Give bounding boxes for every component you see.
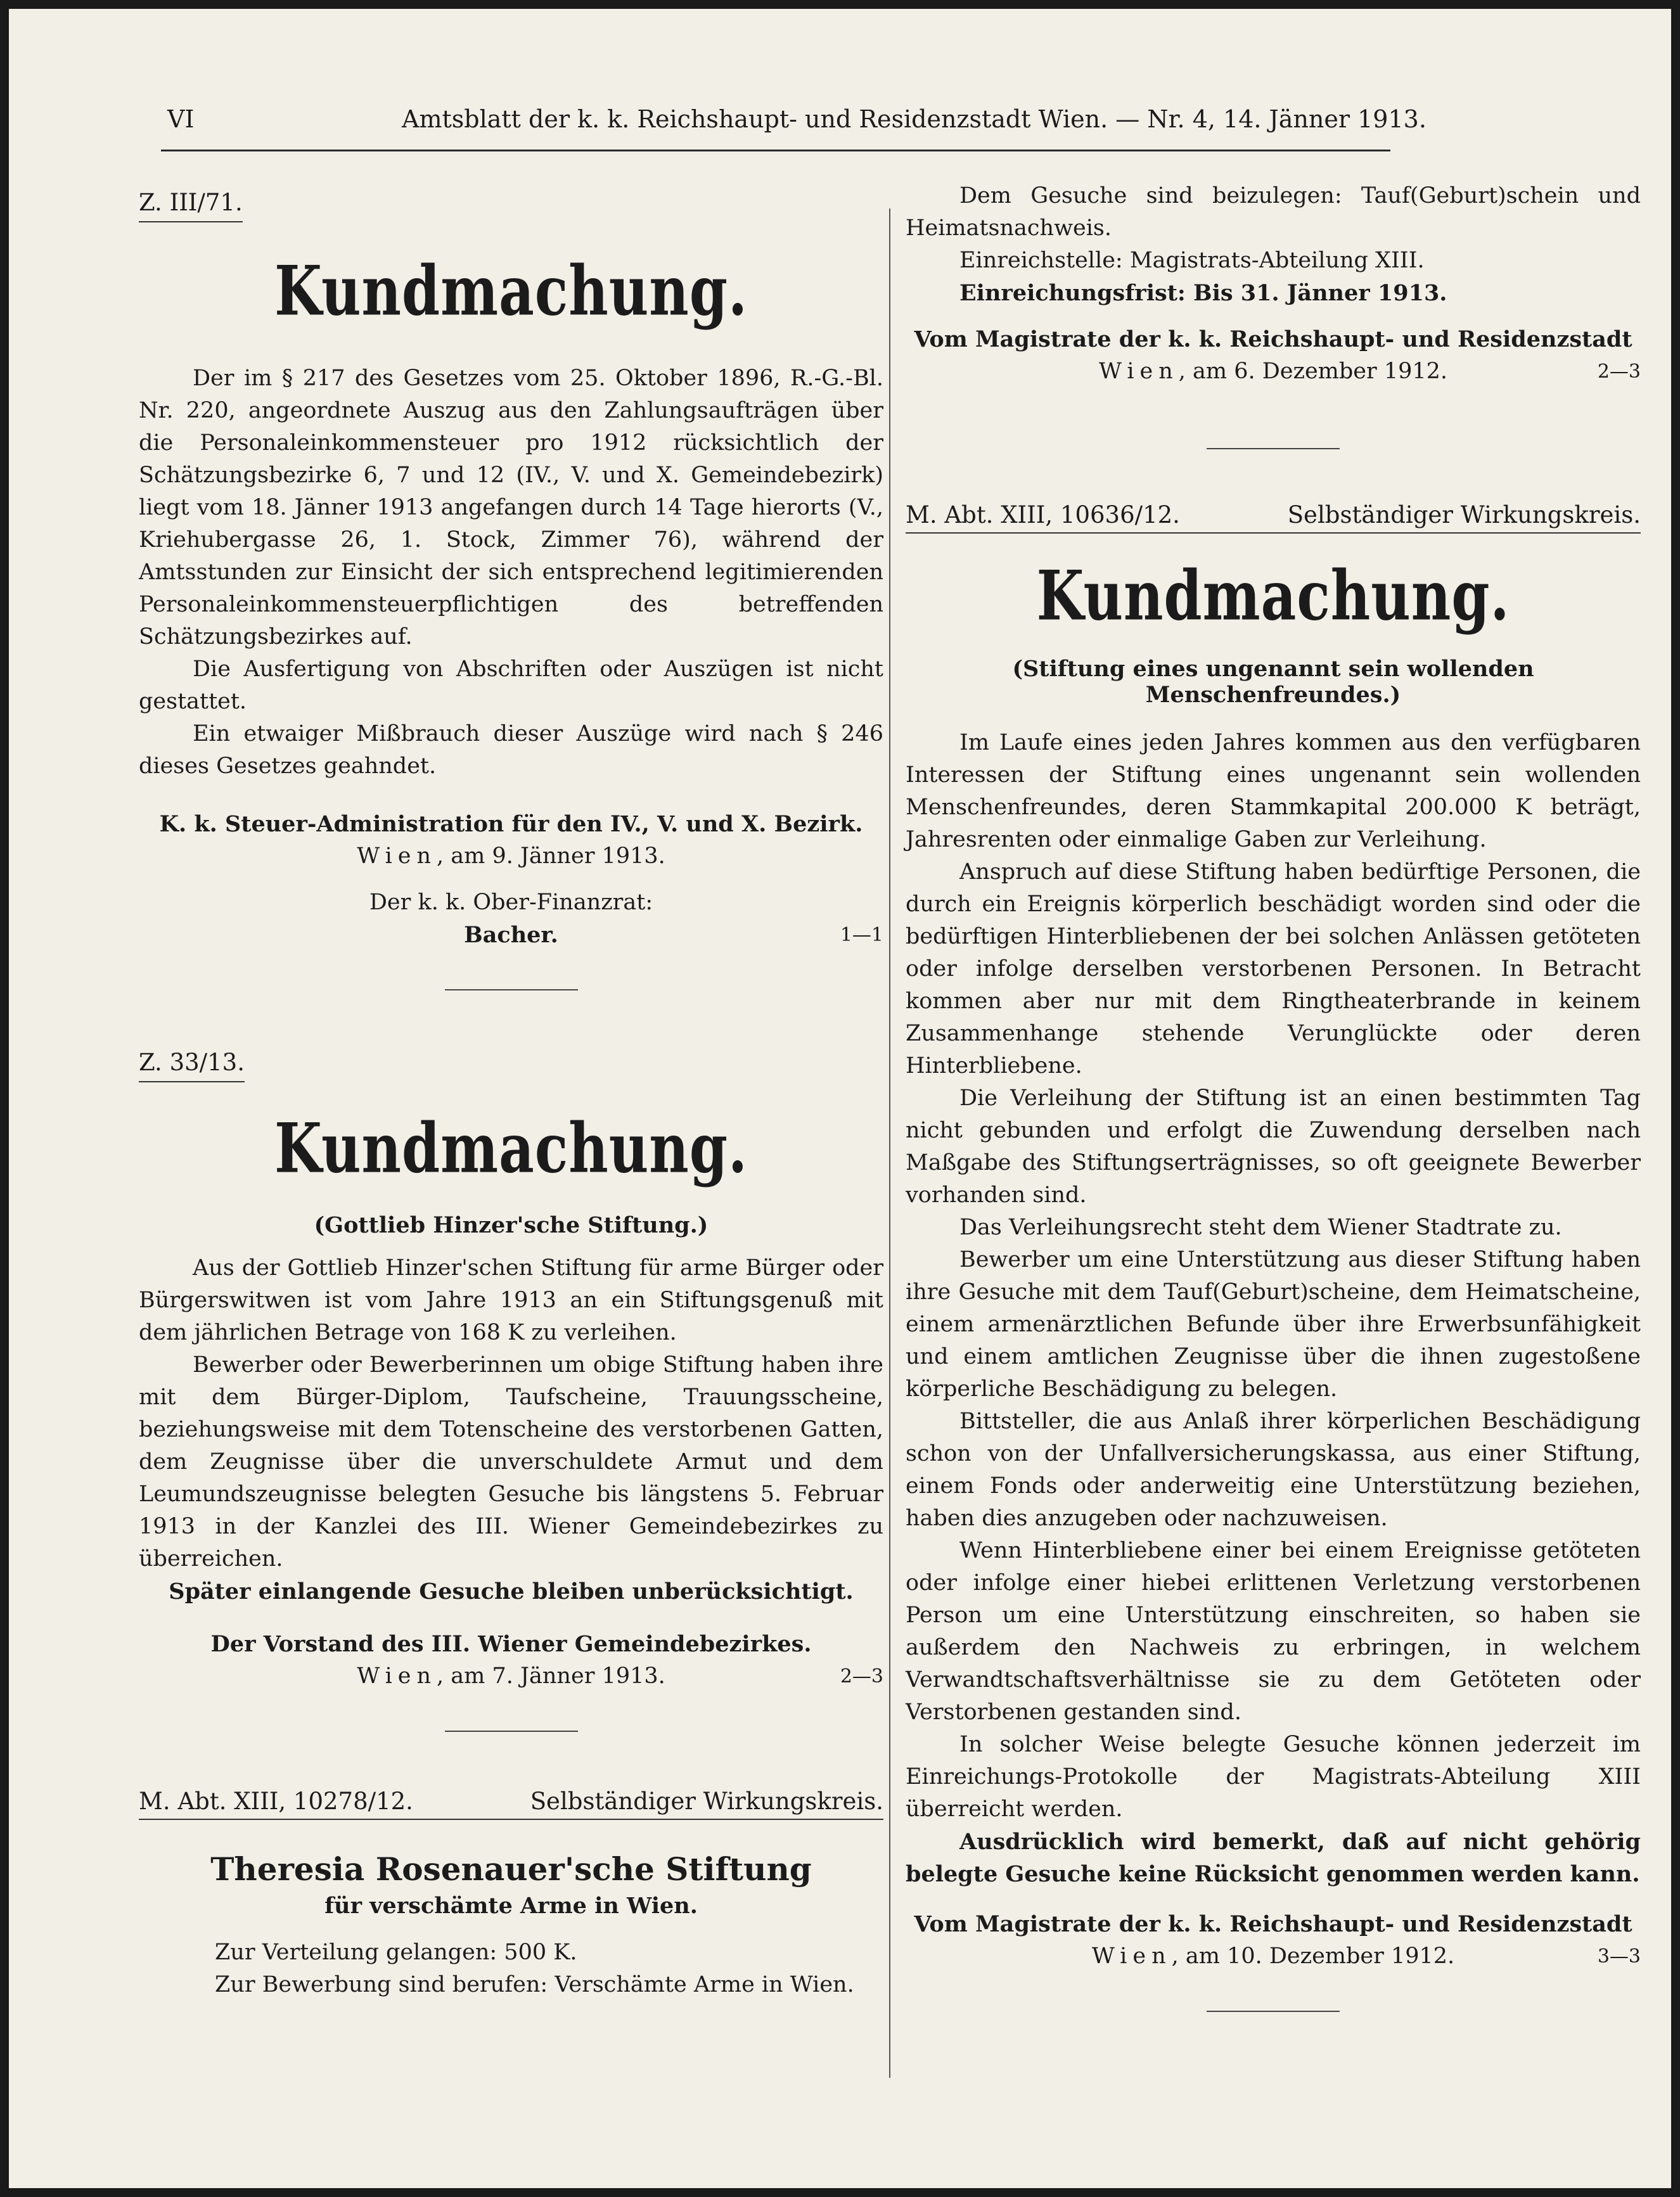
notice-paragraph: In solcher Weise belegte Gesuche können jederzeit im Einreichungs-Protokolle der Magistrats-Abteilung XIII überreicht werden. — [906, 1732, 1641, 1822]
place-date — [139, 840, 883, 873]
date: , am 10. Dezember 1912. — [1171, 1944, 1455, 1969]
notice-reference: M. Abt. XIII, 10636/12. — [906, 501, 1180, 528]
column-divider — [889, 208, 890, 2078]
signature-line — [139, 1660, 883, 1693]
notice-paragraph: Der im § 217 des Gesetzes vom 25. Oktober 1896, R.-G.-Bl. Nr. 220, angeordnete Auszug aus den Zahlungsaufträgen über die Personaleinkommensteuer pro 1912 rücksichtlich der Schätzungsbezirke 6, 7 und 12 (IV., V. und X. Gemeindebezirk) liegt vom 18. Jänner 1913 angefangen durch 14 Tage hierorts (V., Kriehubergasse 26, 1. Stock, Zimmer 76), während der Amtsstunden zur Einsicht der sich entsprechend legitimierenden Personaleinkommensteuerpflichtigen des betreffenden Schätzungsbezirkes auf. — [139, 366, 883, 650]
place: Wien — [1098, 359, 1179, 384]
notice-paragraph: Ein etwaiger Mißbrauch dieser Auszüge wird nach § 246 dieses Gesetzes geahndet. — [139, 721, 883, 779]
notice-reference-line — [139, 1788, 883, 1820]
notice-paragraph: Bewerber um eine Unterstützung aus dieser Stiftung haben ihre Gesuche mit dem Tauf(Geburt)scheine, dem Heimatscheine, einem armenärztlichen Befunde über ihre Erwerbsunfähigkeit und einem amtlichen Zeugnisse über die ihnen zugestoßene körperliche Beschädigung zu belegen. — [906, 1247, 1641, 1402]
notice-title: Kundmachung. — [274, 1108, 748, 1189]
section-rule — [1207, 2011, 1340, 2012]
notice-number: 1—1 — [840, 924, 883, 946]
notice-subtitle: (Gottlieb Hinzer'sche Stiftung.) — [314, 1212, 709, 1238]
place: Wien — [357, 1663, 437, 1689]
notice-subtitle: für verschämte Arme in Wien. — [324, 1893, 698, 1919]
date: , am 6. Dezember 1912. — [1178, 359, 1448, 384]
notice-emphasis: Später einlangende Gesuche bleiben unberücksichtigt. — [169, 1579, 854, 1605]
place-date — [906, 355, 1641, 388]
notice-paragraph: Im Laufe eines jeden Jahres kommen aus den verfügbaren Interessen der Stiftung eines ungenannt sein wollenden Menschenfreundes, deren Stammkapital 200.000 K beträgt, Jahresrenten oder einmalige Gaben zur Verleihung. — [906, 730, 1641, 852]
notice-rosenauer — [139, 1788, 883, 2001]
notice-paragraph: Die Ausfertigung von Abschriften oder Auszügen ist nicht gestattet. — [139, 657, 883, 714]
notice-line: Zur Bewerbung sind berufen: Verschämte Arme in Wien. — [215, 1972, 854, 1997]
section-rule — [445, 1731, 578, 1732]
signature-line — [139, 919, 883, 951]
signature-line — [906, 1940, 1641, 1973]
right-column — [906, 180, 1641, 2012]
notice-steuer — [139, 186, 883, 990]
notice-title: Kundmachung. — [1036, 556, 1510, 636]
place-date — [906, 1940, 1641, 1973]
date: , am 9. Jänner 1913. — [437, 843, 665, 869]
notice-paragraph: Dem Gesuche sind beizulegen: Tauf(Geburt)schein und Heimatsnachweis. — [906, 183, 1641, 241]
notice-reference: Z. III/71. — [139, 186, 243, 222]
notice-title: Kundmachung. — [274, 251, 748, 331]
notice-paragraph: Aus der Gottlieb Hinzer'schen Stiftung für arme Bürger oder Bürgerswitwen ist vom Jahre 1913 an ein Stiftungsgenuß mit dem jährlichen Betrage von 168 K zu verleihen. — [139, 1255, 883, 1345]
header-rule — [161, 150, 1390, 151]
official-title: Der k. k. Ober-Finanzrat: — [369, 890, 653, 915]
notice-paragraph: Das Verleihungsrecht steht dem Wiener Stadtrate zu. — [959, 1215, 1562, 1240]
notice-scope: Selbständiger Wirkungskreis. — [530, 1788, 883, 1815]
section-rule — [1207, 448, 1340, 449]
notice-paragraph: Bittsteller, die aus Anlaß ihrer körperlichen Beschädigung schon von der Unfallversicherungskassa, aus einer Stiftung, einem Fonds oder anderweitig eine Unterstützung beziehen, haben dies anzugeben oder nachzuweisen. — [906, 1409, 1641, 1531]
place-date — [139, 1660, 883, 1693]
issuing-authority: Der Vorstand des III. Wiener Gemeindebezirkes. — [210, 1631, 812, 1657]
notice-rosenauer-continued — [906, 180, 1641, 449]
notice-paragraph: Die Verleihung der Stiftung ist an einen bestimmten Tag nicht gebunden und erfolgt die Zuwendung derselben nach Maßgabe des Stiftungserträgnisses, so oft geeignete Bewerber vorhanden sind. — [906, 1086, 1641, 1208]
header-title: Amtsblatt der k. k. Reichshaupt- und Residenzstadt Wien. — Nr. 4, 14. Jänner 1913. — [402, 105, 1427, 133]
date: , am 7. Jänner 1913. — [437, 1663, 665, 1689]
submission-deadline: Einreichungsfrist: Bis 31. Jänner 1913. — [959, 280, 1447, 306]
issuing-authority: K. k. Steuer-Administration für den IV., V. und X. Bezirk. — [159, 811, 863, 837]
notice-number: 2—3 — [1597, 361, 1641, 383]
notice-emphasis: Ausdrücklich wird bemerkt, daß auf nicht gehörig belegte Gesuche keine Rücksicht genommen werden kann. — [906, 1829, 1641, 1887]
notice-reference: M. Abt. XIII, 10278/12. — [139, 1788, 413, 1815]
signature: Bacher. — [464, 922, 558, 948]
notice-reference-line — [906, 501, 1641, 534]
newspaper-page — [9, 9, 1671, 2188]
notice-scope: Selbständiger Wirkungskreis. — [1287, 501, 1641, 528]
section-rule — [445, 989, 578, 990]
place: Wien — [1091, 1944, 1172, 1969]
left-column — [139, 186, 883, 2001]
place: Wien — [357, 843, 437, 869]
notice-number: 2—3 — [840, 1665, 883, 1688]
submission-office: Einreichstelle: Magistrats-Abteilung XIII. — [959, 248, 1425, 273]
notice-paragraph: Wenn Hinterbliebene einer bei einem Ereignisse getöteten oder infolge einer hiebei erlittenen Verletzung verstorbenen Person um eine Unterstützung einschreiten, so haben sie außerdem den Nachweis zu erbringen, in welchem Verwandtschaftsverhältnisse sie zu dem Getöteten oder Verstorbenen gestanden sind. — [906, 1538, 1641, 1725]
notice-hinzer — [139, 1046, 883, 1732]
issuing-authority: Vom Magistrate der k. k. Reichshaupt- und Residenzstadt — [914, 326, 1632, 352]
signature-line — [906, 355, 1641, 388]
issuing-authority: Vom Magistrate der k. k. Reichshaupt- und Residenzstadt — [914, 1911, 1632, 1937]
notice-paragraph: Anspruch auf diese Stiftung haben bedürftige Personen, die durch ein Ereignis körperlich beschädigt worden sind oder die bedürftigen Hinterbliebenen der bei solchen Anlässen getöteten oder infolge derselben verstorbenen Personen. In Betracht kommen aber nur mit dem Ringtheaterbrande in keinem Zusammenhange stehende Verunglückte oder deren Hinterbliebene. — [906, 859, 1641, 1079]
notice-number: 3—3 — [1597, 1945, 1641, 1968]
notice-subtitle: (Stiftung eines ungenannt sein wollenden Menschenfreundes.) — [1012, 656, 1534, 708]
page-number: VI — [167, 105, 195, 133]
notice-menschenfreund — [906, 501, 1641, 2012]
notice-reference: Z. 33/13. — [139, 1046, 245, 1082]
notice-line: Zur Verteilung gelangen: 500 K. — [215, 1940, 577, 1965]
notice-paragraph: Bewerber oder Bewerberinnen um obige Stiftung haben ihre mit dem Bürger-Diplom, Taufscheine, Trauungsscheine, beziehungsweise mit dem Totenscheine des verstorbenen Gatten, dem Zeugnisse über die unverschuldete Armut und dem Leumundszeugnisse belegten Gesuche bis längstens 5. Februar 1913 in der Kanzlei des III. Wiener Gemeindebezirkes zu überreichen. — [139, 1352, 883, 1572]
notice-title: Theresia Rosenauer'sche Stiftung — [210, 1850, 812, 1888]
